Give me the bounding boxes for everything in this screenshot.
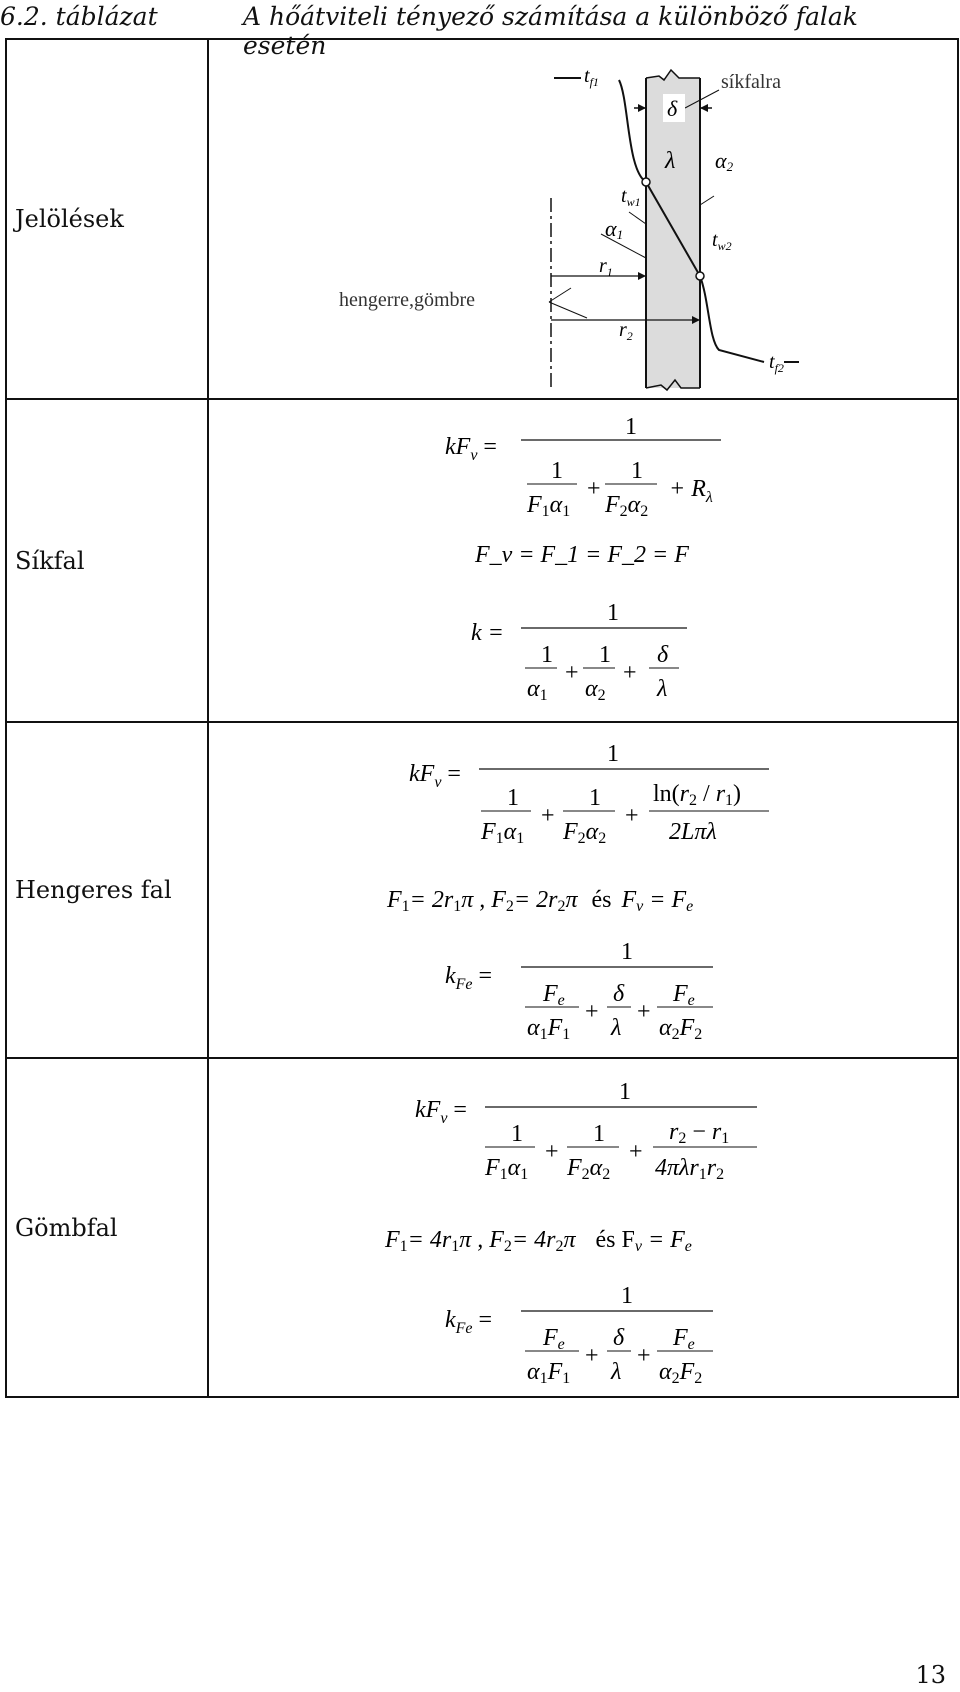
cyl-eq2-s1: 1 xyxy=(401,898,410,915)
cyl-eq2-fv-sub: v xyxy=(636,898,644,915)
plane-eq1-eq: = xyxy=(477,434,497,460)
cyl-eq1-r2-sub: 2 xyxy=(689,792,698,809)
sph-eq2-s3: 2 xyxy=(503,1238,512,1255)
tw2-label xyxy=(712,229,732,253)
sph-eq3-plus1: + xyxy=(585,1343,599,1369)
table-row xyxy=(6,399,958,722)
cyl-eq1 xyxy=(409,741,769,847)
cyl-eq2-es: és xyxy=(591,887,612,913)
row-label-hengeres-fal: Hengeres fal xyxy=(6,722,208,1058)
cyl-eq1-lhs-main: kF xyxy=(409,761,435,787)
hengerre-gombre-label: hengerre,gömbre xyxy=(339,289,476,311)
tw2-sub: w2 xyxy=(717,239,732,253)
cyl-eq1-lhs-sub: v xyxy=(434,774,442,791)
plane-eq3-t1d-s: 1 xyxy=(539,687,548,704)
cyl-eq1-close: ) xyxy=(733,781,742,807)
cyl-eq1-ln: ln( xyxy=(653,781,680,807)
cyl-eq3-plus1: + xyxy=(585,999,599,1025)
r2-main: r xyxy=(619,319,627,341)
cyl-eq1-t2n: 1 xyxy=(589,785,601,811)
plane-eq1-lhs-sub: v xyxy=(470,447,478,464)
sph-eq3-lhs-sub: Fe xyxy=(455,1320,473,1337)
sph-eq1-eq: = xyxy=(447,1097,467,1123)
sph-eq3-t1n: Fe xyxy=(543,1325,565,1353)
cyl-eq2 xyxy=(386,887,693,915)
formula-table xyxy=(5,38,959,1398)
r2-label xyxy=(619,319,633,343)
plane-eq2: F_v = F_1 = F_2 = F xyxy=(475,542,689,568)
plane-eq1-t1d-f: F xyxy=(527,492,542,518)
sph-eq2-mid1: = 4r xyxy=(407,1227,452,1253)
r1-arrowhead xyxy=(638,272,646,280)
plane-eq3-t1n: 1 xyxy=(541,642,553,668)
sph-eq1-t3n-r2-sub: 2 xyxy=(678,1130,687,1147)
sphere-formulas xyxy=(208,1058,958,1397)
alpha2-leader xyxy=(700,196,714,205)
tw1-point xyxy=(642,178,650,186)
plane-eq1 xyxy=(445,414,721,520)
tf1-sub: f1 xyxy=(589,75,599,89)
sph-eq1-t2n: 1 xyxy=(593,1121,605,1147)
cyl-eq2-mid1: = 2r xyxy=(409,887,454,913)
table-row xyxy=(6,1058,958,1397)
cyl-eq1-num: 1 xyxy=(607,741,619,767)
tw2-main: t xyxy=(712,229,718,251)
alpha1-label xyxy=(605,216,623,242)
r1-sub: 1 xyxy=(606,265,613,279)
sph-eq1-t3d-main: 4πλr xyxy=(655,1155,699,1181)
cyl-eq3-num: 1 xyxy=(621,939,633,965)
sph-eq3-t2n: δ xyxy=(613,1325,625,1351)
sph-eq1-t2d: F2α2 xyxy=(567,1155,611,1183)
sph-eq1-t3n-r1-sub: 1 xyxy=(721,1130,730,1147)
sph-eq3-eq: = xyxy=(472,1307,493,1333)
cyl-eq2-f1: F xyxy=(387,887,402,913)
lambda-label: λ xyxy=(665,148,676,174)
sph-eq1-t1d: F1α1 xyxy=(485,1155,529,1183)
henger-leader-2 xyxy=(549,302,587,318)
r2-sub: 2 xyxy=(626,329,633,343)
plane-eq1-lhs xyxy=(445,434,497,464)
cyl-eq2-fv: F xyxy=(621,887,637,913)
plane-eq1-t2n: 1 xyxy=(631,458,643,484)
cyl-eq1-eq: = xyxy=(441,761,461,787)
plane-eq1-t2d-a: α xyxy=(627,492,641,518)
henger-leader-1 xyxy=(549,288,571,302)
table-row xyxy=(6,39,958,399)
cyl-eq3-lhs xyxy=(445,963,492,993)
plane-eq1-plus1: + xyxy=(587,476,601,502)
tw1-sub: w1 xyxy=(626,195,641,209)
sph-eq1-plus2: + xyxy=(629,1139,643,1165)
row-label-gombfal: Gömbfal xyxy=(6,1058,208,1397)
alpha1-sub: 1 xyxy=(616,227,624,242)
r1-main: r xyxy=(599,255,607,277)
sph-eq3-t2d: λ xyxy=(611,1359,622,1385)
plane-eq3-t1d-a: α xyxy=(527,676,540,702)
row-label-jelolesek: Jelölések xyxy=(6,39,208,399)
sph-eq1-t3d-s1: 1 xyxy=(698,1166,707,1183)
plane-eq1-num: 1 xyxy=(625,414,637,440)
cylinder-formula-svg xyxy=(209,723,960,1057)
sph-eq3-plus2: + xyxy=(637,1343,651,1369)
sph-eq2-s1: 1 xyxy=(399,1238,408,1255)
row-label-sikfal: Síkfal xyxy=(6,399,208,722)
cyl-eq1-r1: r xyxy=(715,781,726,807)
delta-arrowhead-right xyxy=(700,104,708,112)
sph-eq1-t3d-s2: 2 xyxy=(716,1166,725,1183)
sph-eq2-es: és F xyxy=(595,1227,635,1253)
plane-eq3-t2d xyxy=(585,676,606,704)
tw1-main: t xyxy=(621,185,627,207)
sph-eq1-t3n-minus: − xyxy=(686,1119,712,1145)
cyl-eq2-s3: 2 xyxy=(505,898,514,915)
cyl-eq2-fe: = F xyxy=(649,887,687,913)
tf1-main: t xyxy=(584,65,590,87)
plane-eq3-plus2: + xyxy=(623,660,637,686)
sph-eq1-t1n: 1 xyxy=(511,1121,523,1147)
plane-eq1-t1d-s2: 1 xyxy=(562,503,571,520)
cyl-eq2-s2: 1 xyxy=(453,898,462,915)
sph-eq2 xyxy=(384,1227,692,1255)
sph-eq1-t3d xyxy=(655,1155,724,1183)
cyl-eq1-lhs xyxy=(409,761,461,791)
plane-eq1-t1n: 1 xyxy=(551,458,563,484)
table-row xyxy=(6,722,958,1058)
table-title: A hőátviteli tényező számítása a különböző falak esetén xyxy=(243,2,858,60)
cyl-eq2-s4: 2 xyxy=(557,898,566,915)
tw2-point xyxy=(696,272,704,280)
cyl-eq1-t2d: F2α2 xyxy=(563,819,607,847)
cyl-eq3-t2n: δ xyxy=(613,981,625,1007)
plane-formula-svg xyxy=(209,400,960,721)
tw1-leader xyxy=(629,212,646,224)
cyl-eq3-t1n: Fe xyxy=(543,981,565,1009)
plane-eq3-t2d-a: α xyxy=(585,676,598,702)
sph-eq1-lhs xyxy=(415,1097,467,1127)
plane-eq3-plus1: + xyxy=(565,660,579,686)
cyl-eq3-plus2: + xyxy=(637,999,651,1025)
alpha2-main: α xyxy=(715,148,727,173)
cyl-eq2-pi1: π , F xyxy=(461,887,506,913)
plane-eq3 xyxy=(471,600,687,704)
delta-arrowhead-left xyxy=(638,104,646,112)
sph-eq3-lhs-main: k xyxy=(445,1307,456,1333)
cyl-eq1-t3n xyxy=(653,781,741,809)
plane-eq1-tail xyxy=(669,476,713,506)
plane-eq1-t2d-s1: 2 xyxy=(619,503,628,520)
sph-eq1 xyxy=(415,1079,757,1183)
sph-eq2-f1: F xyxy=(385,1227,400,1253)
tf2-main: t xyxy=(769,351,775,373)
sph-eq3 xyxy=(445,1283,713,1387)
sph-eq2-fe: = F xyxy=(647,1227,685,1253)
sph-eq3-lhs xyxy=(445,1307,492,1337)
cyl-eq1-t3d: 2Lπλ xyxy=(669,819,717,845)
plane-eq3-num: 1 xyxy=(607,600,619,626)
cyl-eq3-t2d: λ xyxy=(611,1015,622,1041)
cyl-eq1-r2: r xyxy=(679,781,690,807)
sph-eq2-s2: 1 xyxy=(451,1238,460,1255)
sph-eq2-pi2: π xyxy=(563,1227,576,1253)
sph-eq3-t1d: α1F1 xyxy=(527,1359,571,1387)
cyl-eq1-plus2: + xyxy=(625,803,639,829)
cyl-eq3-t3n: Fe xyxy=(673,981,695,1009)
cyl-eq1-r1-sub: 1 xyxy=(725,792,734,809)
wall-body xyxy=(646,78,700,388)
sphere-formula-svg xyxy=(209,1059,960,1396)
cyl-eq1-t1d: F1α1 xyxy=(481,819,525,847)
cyl-eq1-plus1: + xyxy=(541,803,555,829)
plane-eq1-t2d-f: F xyxy=(605,492,620,518)
plane-eq3-lhs: k = xyxy=(471,620,504,646)
plane-eq1-t2d xyxy=(604,492,648,520)
cyl-eq3-eq: = xyxy=(472,963,493,989)
delta-label: δ xyxy=(667,96,678,121)
plane-eq1-t1d-s1: 1 xyxy=(541,503,550,520)
cyl-eq2-fe-sub: e xyxy=(686,898,694,915)
sph-eq2-pi1: π , F xyxy=(459,1227,504,1253)
sikfalra-label: síkfalra xyxy=(721,71,781,93)
cyl-eq3-lhs-main: k xyxy=(445,963,456,989)
table-caption xyxy=(0,2,940,60)
sph-eq2-fe-sub: e xyxy=(684,1238,692,1255)
sph-eq1-t3d-r2: r xyxy=(706,1155,717,1181)
plane-eq1-tail-sub: λ xyxy=(705,489,713,506)
cyl-eq1-slash: / xyxy=(697,781,716,807)
cyl-eq2-mid2: = 2r xyxy=(513,887,558,913)
plane-eq3-t3n: δ xyxy=(657,642,669,668)
sph-eq1-plus1: + xyxy=(545,1139,559,1165)
plane-eq3-t2d-s: 2 xyxy=(597,687,606,704)
tf2-sub: f2 xyxy=(774,361,784,375)
tw1-label xyxy=(621,185,641,209)
alpha2-sub: 2 xyxy=(726,159,734,174)
plane-eq1-t1d-a: α xyxy=(549,492,563,518)
alpha2-label xyxy=(715,148,734,174)
sph-eq1-t3n-r1: r xyxy=(711,1119,722,1145)
plane-eq3-t1d xyxy=(527,676,548,704)
plane-eq1-tail-main: + R xyxy=(669,476,706,502)
cylinder-formulas xyxy=(208,722,958,1058)
tf2-label xyxy=(769,351,784,375)
plane-eq1-t1d xyxy=(526,492,570,520)
sph-eq1-num: 1 xyxy=(619,1079,631,1105)
sph-eq3-t3n: Fe xyxy=(673,1325,695,1353)
diagram-cell xyxy=(208,39,958,399)
cyl-eq1-t1n: 1 xyxy=(507,785,519,811)
plane-eq3-t3d: λ xyxy=(657,676,668,702)
sph-eq1-lhs-main: kF xyxy=(415,1097,441,1123)
sph-eq1-t3n xyxy=(669,1119,729,1147)
r1-label xyxy=(599,255,613,279)
cyl-eq3 xyxy=(445,939,713,1043)
cyl-eq2-pi2: π xyxy=(565,887,578,913)
sph-eq2-fv-sub: v xyxy=(634,1238,642,1255)
sph-eq3-num: 1 xyxy=(621,1283,633,1309)
plane-eq1-lhs-main: kF xyxy=(445,434,471,460)
cyl-eq3-t3d: α2F2 xyxy=(659,1015,703,1043)
tf1-label xyxy=(584,65,599,89)
alpha1-main: α xyxy=(605,216,617,241)
sph-eq2-mid2: = 4r xyxy=(511,1227,556,1253)
plane-eq3-t2n: 1 xyxy=(599,642,611,668)
sph-eq3-t3d: α2F2 xyxy=(659,1359,703,1387)
wall-diagram xyxy=(209,40,960,398)
sph-eq2-s4: 2 xyxy=(555,1238,564,1255)
sph-eq1-t3n-r2: r xyxy=(669,1119,679,1145)
table-number: 6.2. táblázat xyxy=(0,2,158,31)
page-number: 13 xyxy=(915,1661,946,1689)
plane-formulas xyxy=(208,399,958,722)
plane-eq1-t2d-s2: 2 xyxy=(640,503,649,520)
sph-eq1-lhs-sub: v xyxy=(440,1110,448,1127)
cyl-eq3-lhs-sub: Fe xyxy=(455,976,473,993)
cyl-eq3-t1d: α1F1 xyxy=(527,1015,571,1043)
